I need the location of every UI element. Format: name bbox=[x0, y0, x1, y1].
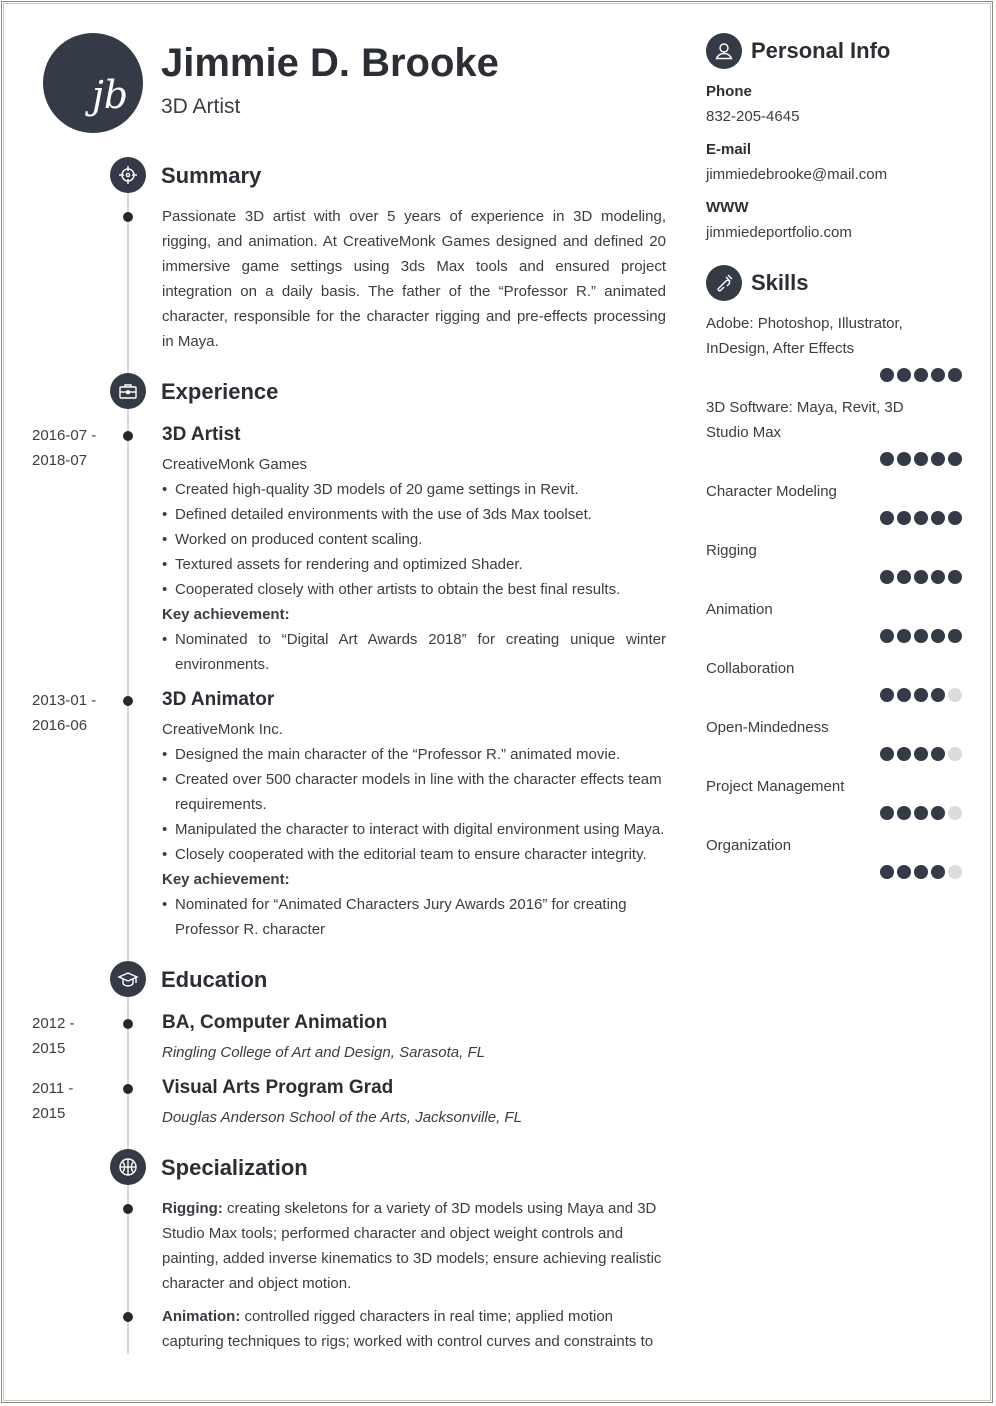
rating-dot-empty bbox=[948, 688, 962, 702]
experience-heading: Experience bbox=[161, 379, 279, 404]
rating-dot-filled bbox=[880, 806, 894, 820]
phone-label: Phone bbox=[706, 83, 752, 100]
timeline-dot bbox=[123, 1084, 133, 1094]
skill-rating bbox=[706, 806, 962, 820]
rating-dot-empty bbox=[948, 806, 962, 820]
skills-heading: Skills bbox=[751, 270, 809, 295]
summary-text: Passionate 3D artist with over 5 years of experience in 3D modeling, rigging, and animation. At CreativeMonk Games designed and defined 20 immersive game settings using 3ds Max tools and ensured project integration on a daily basis. The father of the “Professor R.” animated character, responsible for the character rigging and pre-effects processing in Maya. bbox=[162, 208, 666, 350]
rating-dot-filled bbox=[897, 570, 911, 584]
timeline-dot bbox=[123, 1019, 133, 1029]
rating-dot-filled bbox=[948, 570, 962, 584]
skill-name: Animation bbox=[706, 601, 773, 618]
rating-dot-filled bbox=[948, 511, 962, 525]
skill-item bbox=[706, 715, 962, 761]
rating-dot-filled bbox=[880, 865, 894, 879]
job-title: 3D Artist bbox=[162, 424, 241, 445]
skill-rating bbox=[706, 570, 962, 584]
skill-item bbox=[706, 395, 962, 466]
email-label: E-mail bbox=[706, 141, 752, 158]
rating-dot-filled bbox=[897, 511, 911, 525]
skill-name: Adobe: Photoshop, Illustrator, InDesign, After Effects bbox=[706, 315, 903, 357]
job-bullets bbox=[162, 477, 666, 602]
rating-dot-filled bbox=[880, 368, 894, 382]
rating-dot-filled bbox=[897, 865, 911, 879]
rating-dot-empty bbox=[948, 865, 962, 879]
date-start: 2012 - bbox=[32, 1015, 75, 1032]
education-heading: Education bbox=[161, 967, 268, 992]
key-achievement-list bbox=[162, 627, 666, 677]
school-name: Douglas Anderson School of the Arts, Jacksonville, FL bbox=[162, 1109, 522, 1126]
skill-item bbox=[706, 479, 962, 525]
rating-dot-filled bbox=[880, 747, 894, 761]
specialization-label: Animation: bbox=[162, 1308, 241, 1325]
skill-item bbox=[706, 538, 962, 584]
specialization-text: creating skeletons for a variety of 3D models using Maya and 3D Studio Max tools; performed character and object weight controls and painting, added inverse kinematics to 3D models; ensure achieving realistic character and object motion. bbox=[162, 1200, 662, 1292]
key-achievement-label: Key achievement: bbox=[162, 871, 290, 888]
skill-rating bbox=[706, 629, 962, 643]
job-details bbox=[162, 452, 666, 677]
rating-dot-filled bbox=[914, 511, 928, 525]
user-icon bbox=[706, 33, 742, 69]
list-item: • Textured assets for rendering and optimized Shader. bbox=[162, 552, 666, 577]
company-name: CreativeMonk Games bbox=[162, 456, 308, 473]
list-item: • Designed the main character of the “Professor R.” animated movie. bbox=[162, 742, 666, 767]
phone-value: 832-205-4645 bbox=[706, 108, 800, 125]
rating-dot-filled bbox=[880, 688, 894, 702]
job-details bbox=[162, 717, 666, 942]
company-name: CreativeMonk Inc. bbox=[162, 721, 283, 738]
date-start: 2011 - bbox=[32, 1080, 74, 1097]
rating-dot-filled bbox=[931, 688, 945, 702]
skill-item bbox=[706, 833, 962, 879]
skill-item bbox=[706, 774, 962, 820]
list-item: • Worked on produced content scaling. bbox=[162, 527, 666, 552]
specialization-text: controlled rigged characters in real time; applied motion capturing techniques to rigs; worked with control curves and constraints to bbox=[162, 1308, 654, 1350]
rating-dot-filled bbox=[897, 806, 911, 820]
rating-dot-filled bbox=[914, 865, 928, 879]
skill-item bbox=[706, 656, 962, 702]
specialization-item bbox=[162, 1196, 666, 1296]
candidate-name: Jimmie D. Brooke bbox=[161, 41, 499, 85]
skill-rating bbox=[706, 511, 962, 525]
skill-name: Character Modeling bbox=[706, 483, 837, 500]
skill-rating bbox=[706, 747, 962, 761]
basketball-icon bbox=[110, 1149, 146, 1185]
date-start: 2016-07 - bbox=[32, 427, 97, 444]
rating-dot-filled bbox=[931, 747, 945, 761]
list-item: • Cooperated closely with other artists to obtain the best final results. bbox=[162, 577, 666, 602]
skill-rating bbox=[706, 688, 962, 702]
degree-title: BA, Computer Animation bbox=[162, 1012, 388, 1033]
rating-dot-filled bbox=[931, 865, 945, 879]
specialization-heading: Specialization bbox=[161, 1155, 308, 1180]
rating-dot-filled bbox=[914, 570, 928, 584]
list-item: • Defined detailed environments with the use of 3ds Max toolset. bbox=[162, 502, 666, 527]
rating-dot-filled bbox=[948, 368, 962, 382]
graduation-cap-icon bbox=[110, 961, 146, 997]
rating-dot-filled bbox=[897, 368, 911, 382]
skill-name: Collaboration bbox=[706, 660, 795, 677]
job-dates bbox=[32, 423, 96, 473]
rating-dot-filled bbox=[931, 511, 945, 525]
list-item: • Nominated to “Digital Art Awards 2018” for creating unique winter environments. bbox=[162, 627, 666, 677]
degree-title: Visual Arts Program Grad bbox=[162, 1077, 394, 1098]
skill-item bbox=[706, 597, 962, 643]
rating-dot-filled bbox=[914, 806, 928, 820]
list-item: • Closely cooperated with the editorial team to ensure character integrity. bbox=[162, 842, 666, 867]
rating-dot-filled bbox=[880, 452, 894, 466]
key-achievement-list bbox=[162, 892, 666, 942]
summary-heading: Summary bbox=[161, 163, 262, 188]
rating-dot-filled bbox=[897, 688, 911, 702]
rating-dot-filled bbox=[914, 688, 928, 702]
job-dates bbox=[32, 688, 96, 738]
education-dates bbox=[32, 1076, 73, 1126]
list-item: • Nominated for “Animated Characters Jury Awards 2016” for creating Professor R. character bbox=[162, 892, 666, 942]
skill-rating bbox=[706, 368, 962, 382]
rating-dot-filled bbox=[948, 452, 962, 466]
skill-name: Open-Mindedness bbox=[706, 719, 829, 736]
rating-dot-filled bbox=[914, 452, 928, 466]
date-end: 2015 bbox=[32, 1105, 66, 1122]
rating-dot-filled bbox=[897, 747, 911, 761]
candidate-role: 3D Artist bbox=[161, 95, 241, 118]
date-end: 2015 bbox=[32, 1040, 66, 1057]
rating-dot-filled bbox=[914, 368, 928, 382]
skill-item bbox=[706, 311, 962, 382]
date-end: 2018-07 bbox=[32, 452, 88, 469]
rating-dot-filled bbox=[931, 570, 945, 584]
rating-dot-empty bbox=[948, 747, 962, 761]
avatar-initials: jb bbox=[92, 73, 129, 117]
www-label: WWW bbox=[706, 199, 749, 216]
rating-dot-filled bbox=[897, 452, 911, 466]
list-item: • Manipulated the character to interact with digital environment using Maya. bbox=[162, 817, 666, 842]
rating-dot-filled bbox=[931, 806, 945, 820]
rating-dot-filled bbox=[897, 629, 911, 643]
list-item: • Created over 500 character models in line with the character effects team requirements. bbox=[162, 767, 666, 817]
rating-dot-filled bbox=[914, 629, 928, 643]
specialization-label: Rigging: bbox=[162, 1200, 223, 1217]
rating-dot-filled bbox=[880, 629, 894, 643]
date-end: 2016-06 bbox=[32, 717, 88, 734]
job-title: 3D Animator bbox=[162, 689, 275, 710]
timeline-dot bbox=[123, 1204, 133, 1214]
rating-dot-filled bbox=[931, 452, 945, 466]
briefcase-icon bbox=[110, 373, 146, 409]
rating-dot-filled bbox=[931, 368, 945, 382]
skill-name: 3D Software: Maya, Revit, 3D Studio Max bbox=[706, 399, 904, 441]
skill-rating bbox=[706, 865, 962, 879]
puzzle-icon bbox=[706, 265, 742, 301]
email-value: jimmiedebrooke@mail.com bbox=[706, 166, 888, 183]
timeline-dot bbox=[123, 431, 133, 441]
rating-dot-filled bbox=[914, 747, 928, 761]
rating-dot-filled bbox=[880, 511, 894, 525]
date-start: 2013-01 - bbox=[32, 692, 97, 709]
skill-name: Organization bbox=[706, 837, 792, 854]
timeline-dot bbox=[123, 212, 133, 222]
rating-dot-filled bbox=[948, 629, 962, 643]
specialization-item bbox=[162, 1304, 666, 1354]
personal-info-heading: Personal Info bbox=[751, 38, 891, 63]
timeline-dot bbox=[123, 696, 133, 706]
job-bullets bbox=[162, 742, 666, 867]
skill-name: Project Management bbox=[706, 778, 845, 795]
www-value: jimmiedeportfolio.com bbox=[706, 224, 852, 241]
list-item: • Created high-quality 3D models of 20 game settings in Revit. bbox=[162, 477, 666, 502]
rating-dot-filled bbox=[880, 570, 894, 584]
timeline-dot bbox=[123, 1312, 133, 1322]
skill-name: Rigging bbox=[706, 542, 757, 559]
target-icon bbox=[110, 157, 146, 193]
rating-dot-filled bbox=[931, 629, 945, 643]
key-achievement-label: Key achievement: bbox=[162, 606, 290, 623]
education-dates bbox=[32, 1011, 75, 1061]
school-name: Ringling College of Art and Design, Sarasota, FL bbox=[162, 1044, 485, 1061]
skill-rating bbox=[706, 452, 962, 466]
